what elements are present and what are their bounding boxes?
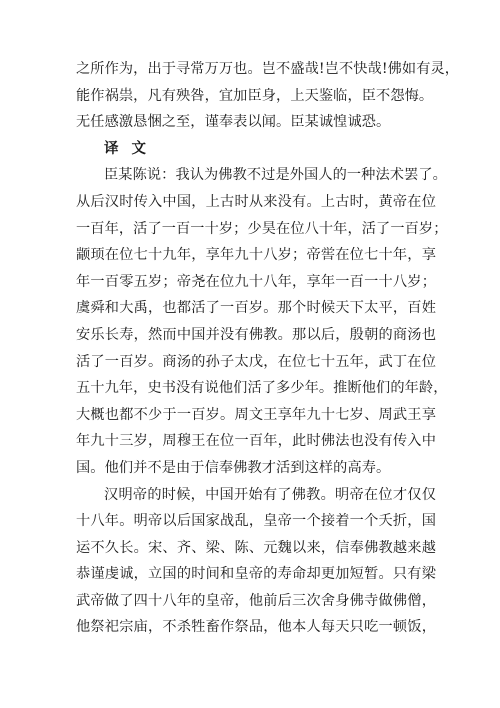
document-page [76, 60, 460, 645]
text-line: 年一百零五岁；帝尧在位九十八年，享年一百一十八岁； [76, 273, 436, 290]
text-line: 之所作为，出于寻常万万也。岂不盛哉!岂不快哉!佛如有灵， [76, 61, 460, 77]
text-line: 国。他们并不是由于信奉佛教才活到这样的高寿。 [76, 459, 391, 476]
text-line: 十八年。明帝以后国家战乱，皇帝一个接着一个夭折，国 [76, 513, 436, 530]
text-line: 年九十三岁，周穆王在位一百年，此时佛法也没有传入中 [76, 433, 436, 450]
text-line: 运不久长。宋、齐、梁、陈、元魏以来，信奉佛教越来越 [76, 539, 436, 556]
text-line: 一百年，活了一百一十岁；少昊在位八十年，活了一百岁； [76, 220, 448, 237]
text-line: 武帝做了四十八年的皇帝，他前后三次舍身佛寺做佛僧， [76, 592, 436, 609]
text-line: 颛顼在位七十九年，享年九十八岁；帝喾在位七十年，享 [76, 247, 436, 264]
text-line: 安乐长寿，然而中国并没有佛教。那以后，殷朝的商汤也 [76, 326, 436, 343]
section-heading: 译 文 [104, 140, 151, 157]
text-line: 无任感激恳悃之至，谨奉表以闻。臣某诚惶诚恐。 [76, 114, 391, 131]
text-line: 臣某陈说：我认为佛教不过是外国人的一种法术罢了。 [104, 167, 447, 184]
text-line: 虞舜和大禹，也都活了一百岁。那个时候天下太平，百姓 [76, 300, 436, 317]
text-line: 五十九年，史书没有说他们活了多少年。推断他们的年龄， [76, 380, 448, 397]
text-line: 从后汉时传入中国，上古时从来没有。上古时，黄帝在位 [76, 193, 436, 210]
text-line: 活了一百岁。商汤的孙子太戊，在位七十五年，武丁在位 [76, 353, 436, 370]
text-line: 能作祸祟，凡有殃咎，宜加臣身，上天鉴临，臣不怨悔。 [76, 87, 434, 104]
text-line: 恭谨虔诚，立国的时间和皇帝的寿命却更加短暂。只有梁 [76, 566, 436, 583]
text-line: 他祭祀宗庙，不杀牲畜作祭品，他本人每天只吃一顿饭， [76, 619, 436, 636]
text-line: 汉明帝的时候，中国开始有了佛教。明帝在位才仅仅 [104, 486, 436, 503]
text-line: 大概也都不少于一百岁。周文王享年九十七岁、周武王享 [76, 406, 436, 423]
